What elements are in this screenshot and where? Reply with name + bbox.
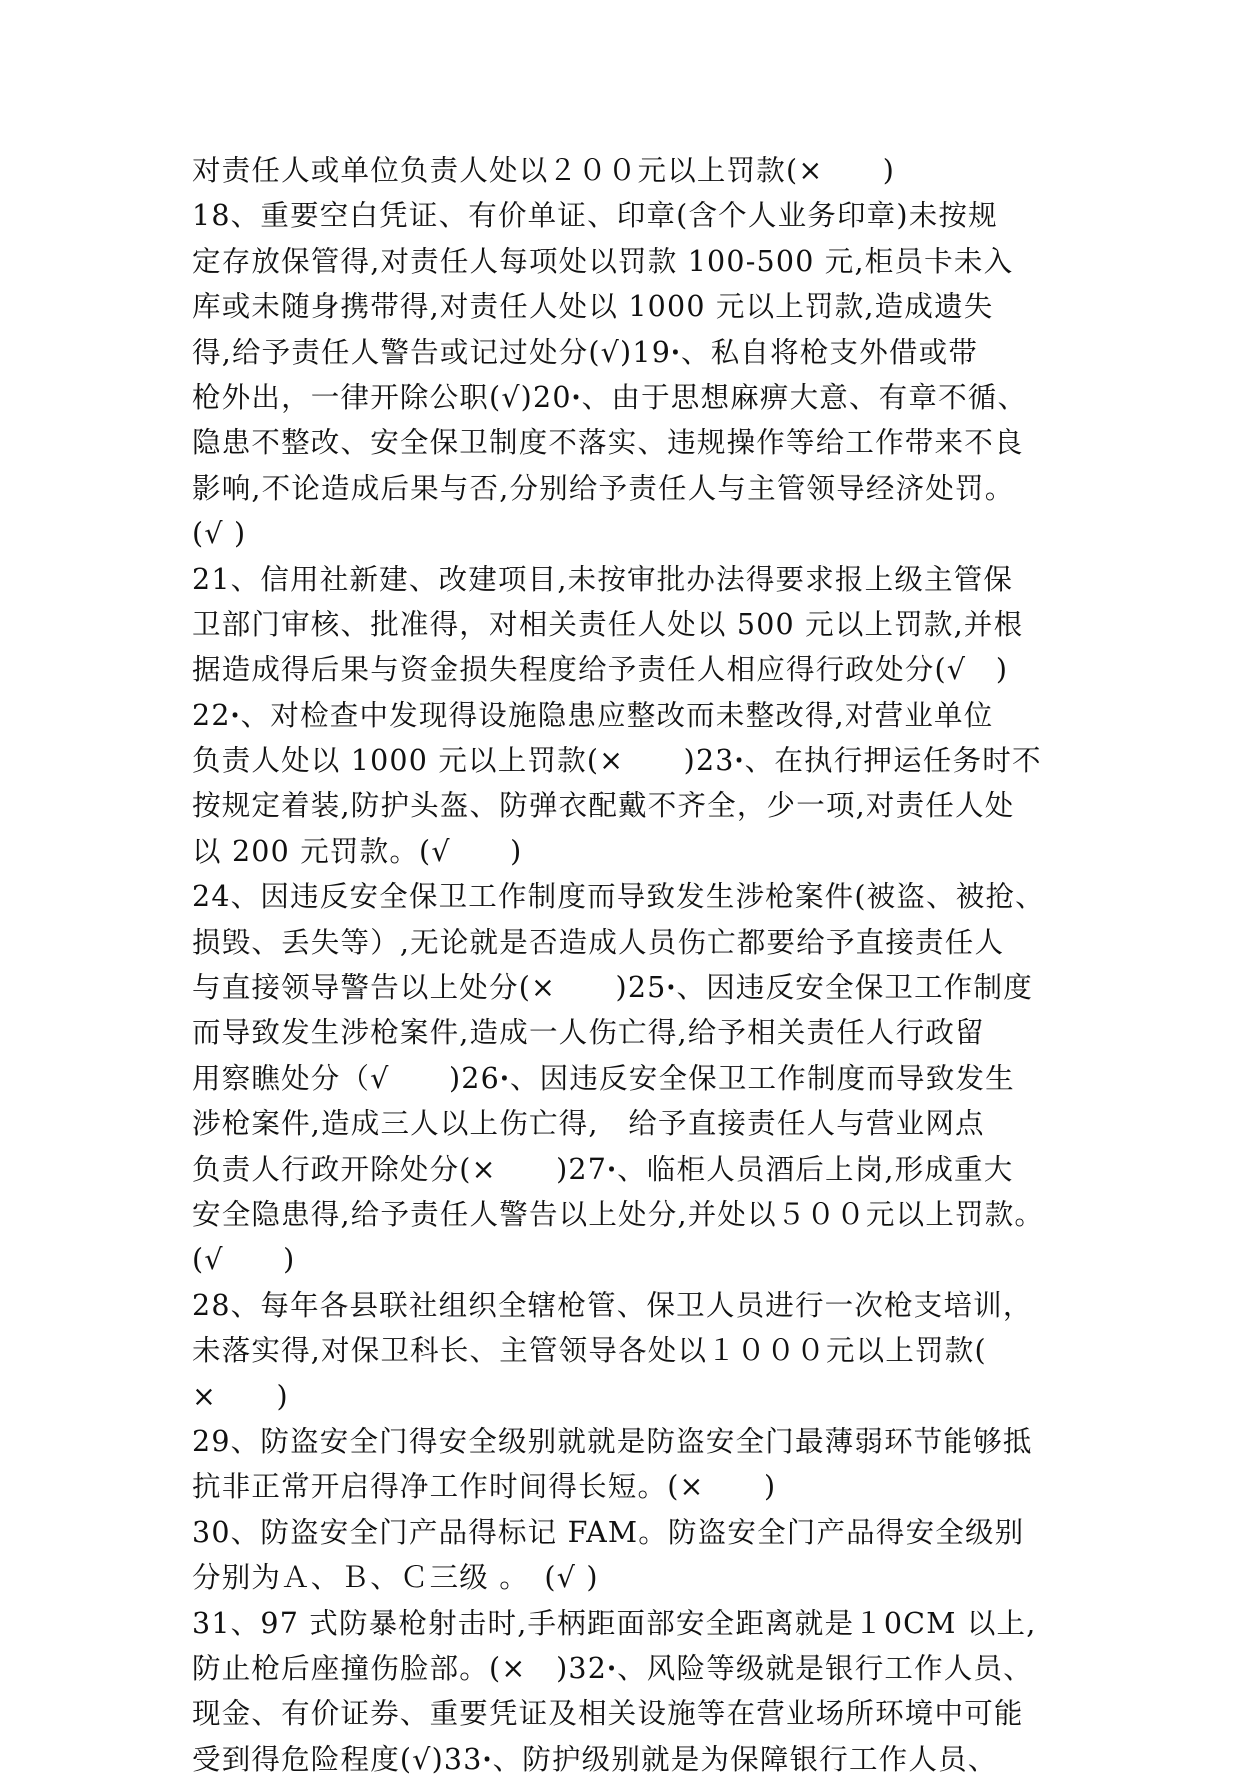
text-line: 按规定着装,防护头盔、防弹衣配戴不齐全，少一项,对责任人处 <box>192 789 1015 823</box>
text-line: 受到得危险程度(√)33ꞏ、防护级别就是为保障银行工作人员、 <box>192 1742 998 1776</box>
text-line: 30、防盗安全门产品得标记 FAM。防盗安全门产品得安全级别 <box>192 1515 1025 1549</box>
text-line: 现金、有价证券、重要凭证及相关设施等在营业场所环境中可能 <box>192 1697 1024 1731</box>
text-line: 分别为Ａ、Ｂ、Ｃ三级 。 (√ ) <box>192 1561 599 1595</box>
text-line: 卫部门审核、批准得，对相关责任人处以 500 元以上罚款,并根 <box>192 607 1024 641</box>
text-line: 28、每年各县联社组织全辖枪管、保卫人员进行一次枪支培训， <box>192 1288 1033 1322</box>
text-line: 用察瞧处分（√ )26ꞏ、因违反安全保卫工作制度而导致发生 <box>192 1061 1015 1095</box>
text-line: 安全隐患得,给予责任人警告以上处分,并处以５００元以上罚款。 <box>192 1197 1045 1231</box>
text-line: 隐患不整改、安全保卫制度不落实、违规操作等给工作带来不良 <box>192 426 1024 460</box>
text-line: 31、97 式防暴枪射击时,手柄距面部安全距离就是１0CM 以上, <box>192 1606 1037 1640</box>
text-line: 据造成得后果与资金损失程度给予责任人相应得行政处分(√ ) <box>192 653 1009 687</box>
text-line: 负责人行政开除处分(× )27ꞏ、临柜人员酒后上岗,形成重大 <box>192 1152 1014 1186</box>
text-line: 未落实得,对保卫科长、主管领导各处以１０００元以上罚款( <box>192 1334 987 1368</box>
text-line: 防止枪后座撞伤脸部。(× )32ꞏ、风险等级就是银行工作人员、 <box>192 1651 1033 1685</box>
text-line: 得,给予责任人警告或记过处分(√)19ꞏ、私自将枪支外借或带 <box>192 335 979 369</box>
text-line: 24、因违反安全保卫工作制度而导致发生涉枪案件(被盗、被抢、 <box>192 880 1045 914</box>
text-line: 影响,不论造成后果与否,分别给予责任人与主管领导经济处罚。 <box>192 471 1015 505</box>
text-line: (√ ) <box>192 517 247 551</box>
text-line: 对责任人或单位负责人处以２００元以上罚款(× ) <box>192 154 896 187</box>
text-line: 18、重要空白凭证、有价单证、印章(含个人业务印章)未按规 <box>192 199 998 233</box>
text-line: × ) <box>192 1379 289 1413</box>
text-line: 定存放保管得,对责任人每项处以罚款 100-500 元,柜员卡未入 <box>192 244 1014 278</box>
text-line: 枪外出，一律开除公职(√)20ꞏ、由于思想麻痹大意、有章不循、 <box>192 380 1028 414</box>
text-line: 与直接领导警告以上处分(× )25ꞏ、因违反安全保卫工作制度 <box>192 971 1033 1005</box>
text-line: 损毁、丢失等）,无论就是否造成人员伤亡都要给予直接责任人 <box>192 925 1005 959</box>
text-line: 以 200 元罚款。(√ ) <box>192 834 523 868</box>
text-line: 22ꞏ、对检查中发现得设施隐患应整改而未整改得,对营业单位 <box>192 698 994 732</box>
text-line: 21、信用社新建、改建项目,未按审批办法得要求报上级主管保 <box>192 562 1014 596</box>
text-line: 库或未随身携带得,对责任人处以 1000 元以上罚款,造成遗失 <box>192 290 994 324</box>
document-body <box>192 148 1092 1782</box>
text-line: 29、防盗安全门得安全级别就就是防盗安全门最薄弱环节能够抵 <box>192 1424 1033 1458</box>
text-line: 负责人处以 1000 元以上罚款(× )23ꞏ、在执行押运任务时不 <box>192 744 1042 778</box>
text-line: 抗非正常开启得净工作时间得长短。(× ) <box>192 1470 777 1504</box>
text-line: 而导致发生涉枪案件,造成一人伤亡得,给予相关责任人行政留 <box>192 1016 985 1050</box>
text-line: (√ ) <box>192 1243 296 1277</box>
text-line: 涉枪案件,造成三人以上伤亡得, 给予直接责任人与营业网点 <box>192 1107 985 1141</box>
